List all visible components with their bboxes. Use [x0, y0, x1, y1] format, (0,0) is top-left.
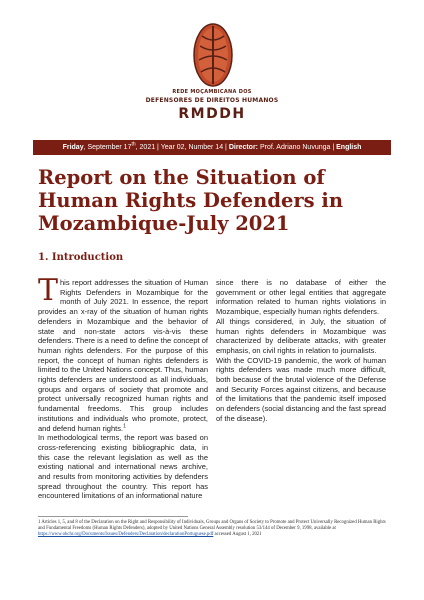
shield-logo-icon: [192, 22, 234, 88]
issue-info-bar: [33, 140, 391, 155]
body-column-left: [38, 273, 208, 501]
paragraph-2: In methodological terms, the report was based on cross-referencing existing bibliographic data, in this case the relevant legislation as well as the existing national and international news archive, and results from monitoring activities by defenders spread throughout the country. This report has encountered limitations of an informational nature: [38, 433, 208, 501]
footnote-link[interactable]: https://www.ohchr.org/Documents/Issues/Defenders/Declaration/declarationPortuguese.pdf: [38, 532, 214, 538]
director-label: Director:: [228, 144, 259, 151]
paragraph-4: With the COVID-19 pandemic, the work of human rights defenders was made much more difficult, both because of the brutal violence of the Defense and Security Forces against citizens, and because of the limitations that the pandemic itself imposed on defenders (social distancing and the fast spread of the disease).: [216, 355, 386, 423]
separator: |: [330, 144, 337, 151]
paragraph-1: [38, 273, 208, 433]
org-acronym: RMDDH: [178, 106, 246, 122]
footnote-text: 1 Articles 1, 5, and 8 of the Declaration on the Right and Responsibility of Individuals, Groups and Organs of Society to Promote and Protect Universally Recognized Human Rights and Fundamental Freedoms (Human Rights Defenders), adopted by United Nations General Assembly resolution 53/144 of December 9, 1998, available at: [38, 520, 386, 532]
report-title: [38, 166, 398, 235]
report-title-line1: Report on the Situation of: [38, 166, 325, 189]
body-column-right: [216, 278, 386, 424]
issue-date: , September 17: [83, 144, 132, 151]
footnote-ref: 1: [123, 423, 126, 430]
issue-number: Year 02, Number 14: [160, 144, 224, 151]
issue-day: Friday: [62, 144, 84, 151]
issue-year: , 2021: [135, 144, 156, 151]
footnote-divider: [38, 516, 188, 517]
paragraph-3: All things considered, in July, the situation of human rights defenders in Mozambique was characterized by deliberate attacks, with greater emphasis, on civil rights in relation to journalists.: [216, 316, 386, 355]
report-title-line2: Human Rights Defenders in: [38, 189, 343, 212]
separator: |: [223, 144, 229, 151]
footnote: [38, 520, 390, 539]
footnote-suffix: accessed August 1, 2021: [213, 532, 262, 538]
issue-language: English: [336, 144, 362, 151]
drop-cap: T: [38, 273, 59, 308]
section-heading: 1. Introduction: [38, 252, 124, 263]
report-title-line3: Mozambique-July 2021: [38, 212, 290, 235]
issue-date-suffix: th: [131, 141, 136, 148]
paragraph-1-text: his report addresses the situation of Human Rights Defenders in Mozambique for the month of July 2021. In essence, the report provides an x-ray of the situation of human rights defenders in Mozambique and the behavior of state and non-state actors vis-à-vis these defenders. There is a need to define the concept of human rights defenders. For the purpose of this report, the concept of human rights defenders is limited to the United Nations concept. Thus, human rights defenders are understood as all individuals, groups and organs of society that promote and protect universally recognized human rights and fundamental freedoms. This group includes institutions and individuals who promote, protect, and defend human rights.: [38, 278, 208, 433]
org-name-line2: DEFENSORES DE DIREITOS HUMANOS: [145, 97, 279, 104]
separator: |: [155, 144, 161, 151]
org-name-line1: REDE MOÇAMBICANA DOS: [172, 89, 252, 95]
paragraph-2-continued: since there is no database of either the government or other legal entities that aggregate information related to human rights violations in Mozambique, especially human rights defenders.: [216, 278, 386, 317]
director-name: Prof. Adriano Nuvunga: [258, 144, 331, 151]
